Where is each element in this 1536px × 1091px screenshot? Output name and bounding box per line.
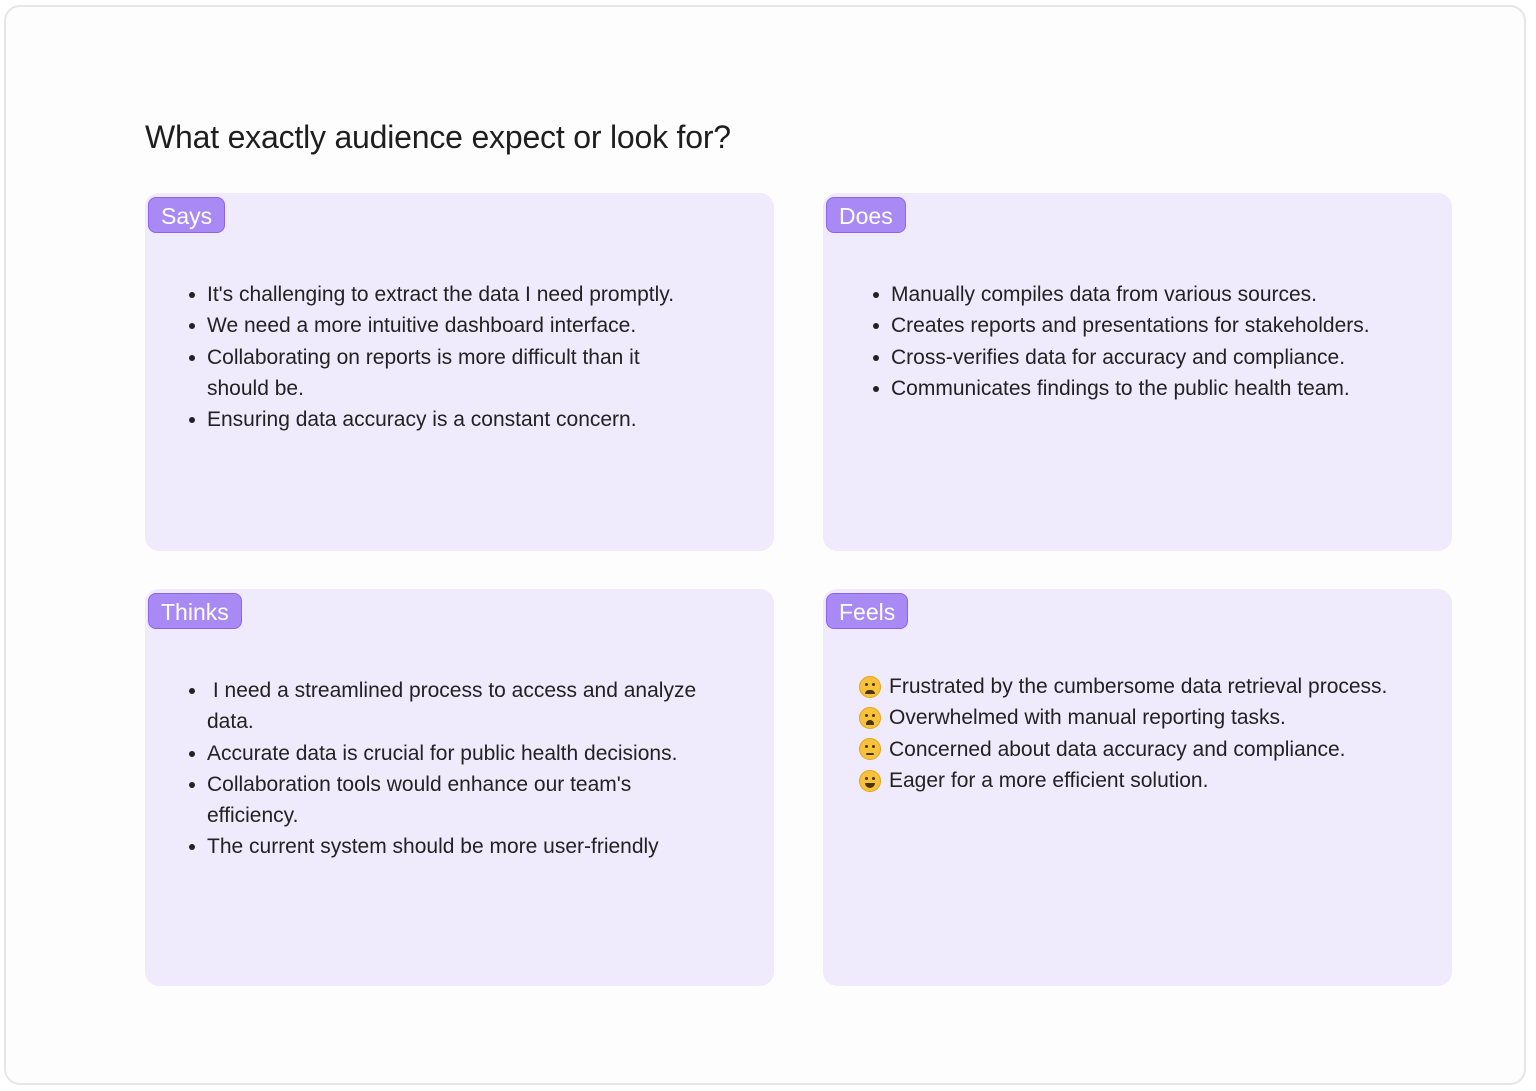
list-item: Ensuring data accuracy is a constant concern. — [207, 404, 707, 435]
list-item: Communicates findings to the public health team. — [891, 373, 1451, 404]
feels-card — [823, 589, 1452, 986]
does-tag: Does — [826, 197, 906, 233]
canvas-frame — [4, 5, 1526, 1085]
page-title: What exactly audience expect or look for? — [145, 119, 731, 155]
list-item: Frustrated by the cumbersome data retrieval process. — [859, 671, 1387, 702]
says-list — [207, 279, 707, 435]
list-item: The current system should be more user-friendly — [207, 831, 707, 862]
does-list — [891, 279, 1451, 404]
bullet-dot — [189, 323, 195, 329]
list-item: Collaboration tools would enhance our team's efficiency. — [207, 769, 707, 832]
says-tag: Says — [148, 197, 225, 233]
thinks-list — [207, 675, 707, 863]
list-item: Overwhelmed with manual reporting tasks. — [859, 702, 1387, 733]
does-card — [823, 193, 1452, 551]
bullet-dot — [189, 355, 195, 361]
bullet-dot — [873, 323, 879, 329]
thinks-tag: Thinks — [148, 593, 242, 629]
list-item: Collaborating on reports is more difficult than it should be. — [207, 342, 707, 405]
list-item: Manually compiles data from various sources. — [891, 279, 1451, 310]
thinks-card — [145, 589, 774, 986]
bullet-dot — [189, 292, 195, 298]
says-card — [145, 193, 774, 551]
feels-tag: Feels — [826, 593, 908, 629]
bullet-dot — [873, 355, 879, 361]
list-item: Cross-verifies data for accuracy and compliance. — [891, 342, 1451, 373]
list-item: Accurate data is crucial for public health decisions. — [207, 738, 707, 769]
list-item: Creates reports and presentations for stakeholders. — [891, 310, 1451, 341]
weary-face-icon — [859, 707, 881, 729]
bullet-dot — [189, 782, 195, 788]
bullet-dot — [189, 844, 195, 850]
smiley-face-icon — [859, 770, 881, 792]
bullet-dot — [873, 292, 879, 298]
list-item: Eager for a more efficient solution. — [859, 765, 1387, 796]
bullet-dot — [189, 688, 195, 694]
list-item: We need a more intuitive dashboard interface. — [207, 310, 707, 341]
list-item: Concerned about data accuracy and compliance. — [859, 734, 1387, 765]
bullet-dot — [189, 751, 195, 757]
bullet-dot — [189, 417, 195, 423]
worried-face-icon — [859, 738, 881, 760]
tired-face-icon — [859, 676, 881, 698]
list-item: It's challenging to extract the data I need promptly. — [207, 279, 707, 310]
feels-list — [859, 671, 1387, 796]
list-item: I need a streamlined process to access and analyze data. — [207, 675, 707, 738]
bullet-dot — [873, 386, 879, 392]
